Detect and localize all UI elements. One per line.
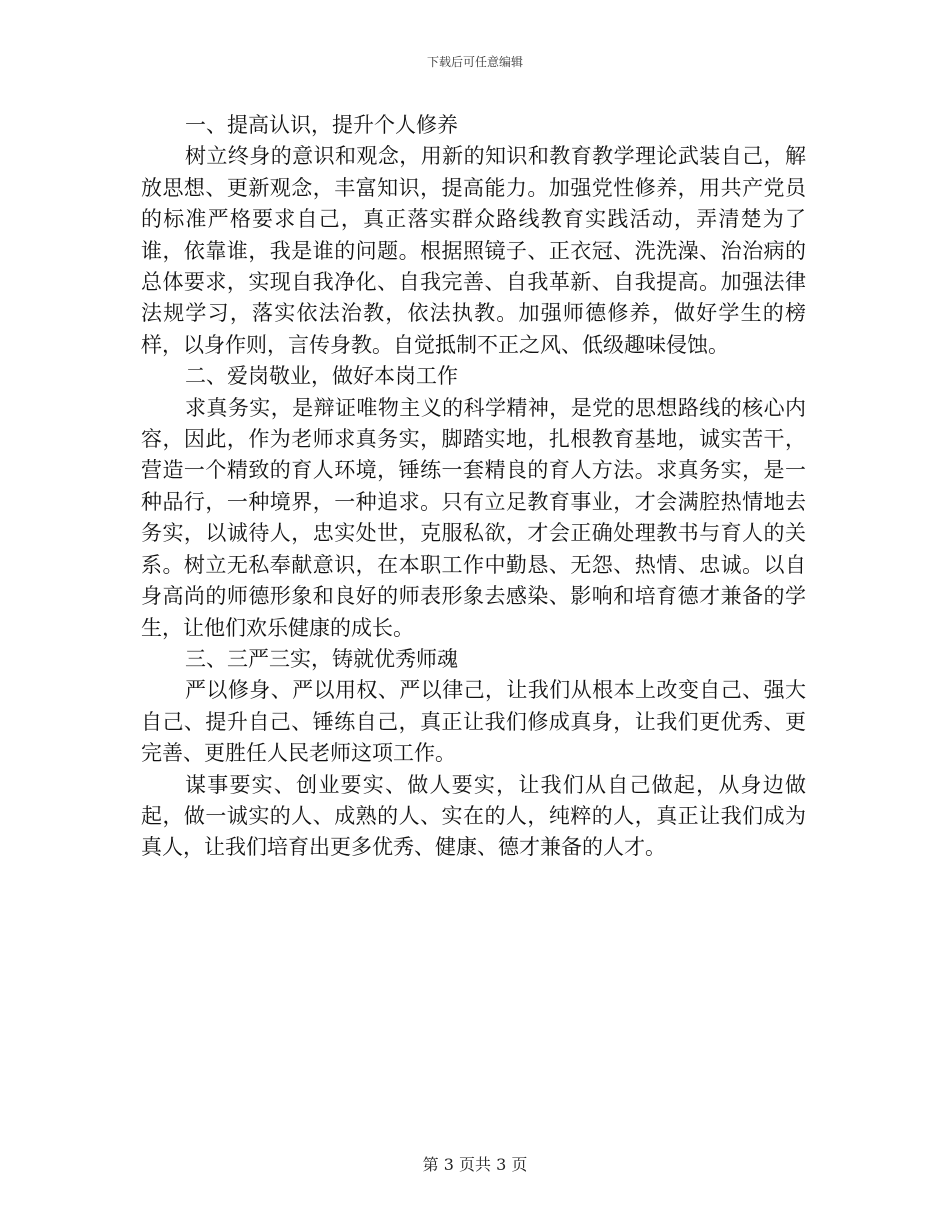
page-header: 下载后可任意编辑: [426, 55, 523, 69]
body-paragraph: 严以修身、严以用权、严以律己，让我们从根本上改变自己、强大自己、提升自己、锤练自己，真正让我们修成真身，让我们更优秀、更完善、更胜任人民老师这项工作。: [141, 678, 806, 766]
body-paragraph: 求真务实，是辩证唯物主义的科学精神，是党的思想路线的核心内容，因此，作为老师求真务实，脚踏实地，扎根教育基地，诚实苦干，营造一个精致的育人环境，锤练一套精良的育人方法。求真务实，是一种品行，一种境界，一种追求。只有立足教育事业，才会满腔热情地去务实，以诚待人，忠实处世，克服私欲，才会正确处理教书与育人的关系。树立无私奉献意识，在本职工作中勤恳、无怨、热情、忠诚。以自身高尚的师德形象和良好的师表形象去感染、影响和培育德才兼备的学生，让他们欢乐健康的成长。: [141, 395, 806, 640]
document-body: [141, 110, 806, 864]
page-number: 第 3 页共 3 页: [422, 1155, 528, 1174]
section-heading: 二、爱岗敬业，做好本岗工作: [185, 364, 458, 389]
section-heading: 三、三严三实，铸就优秀师魂: [185, 646, 458, 671]
body-paragraph: 树立终身的意识和观念，用新的知识和教育教学理论武装自己，解放思想、更新观念，丰富知识，提高能力。加强党性修养，用共产党员的标准严格要求自己，真正落实群众路线教育实践活动，弄清楚为了谁，依靠谁，我是谁的问题。根据照镜子、正衣冠、洗洗澡、治治病的总体要求，实现自我净化、自我完善、自我革新、自我提高。加强法律法规学习，落实依法治教，依法执教。加强师德修养，做好学生的榜样，以身作则，言传身教。自觉抵制不正之风、低级趣味侵蚀。: [141, 144, 806, 357]
body-paragraph: 谋事要实、创业要实、做人要实，让我们从自己做起，从身边做起，做一诚实的人、成熟的人、实在的人，纯粹的人，真正让我们成为真人，让我们培育出更多优秀、健康、德才兼备的人才。: [141, 772, 806, 860]
section-heading: 一、提高认识，提升个人修养: [185, 113, 458, 137]
